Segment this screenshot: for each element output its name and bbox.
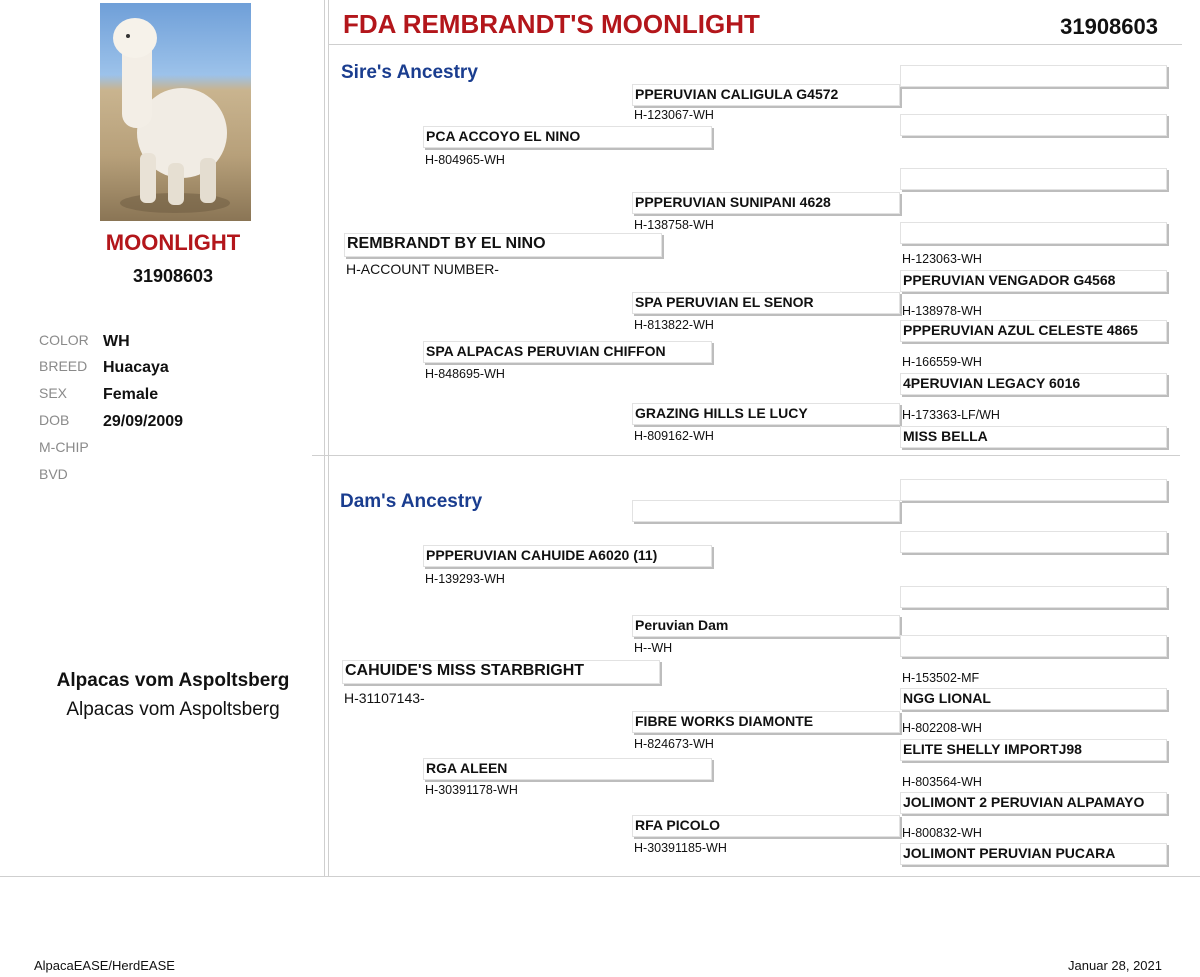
detail-label-sex: SEX xyxy=(39,385,68,401)
dam-dam-sire-name: FIBRE WORKS DIAMONTE xyxy=(635,713,814,729)
dam-sire-dam-box xyxy=(632,615,900,637)
sire-gen4-5-box xyxy=(900,270,1167,292)
footer-software: AlpacaEASE/HerdEASE xyxy=(34,958,175,973)
dam-sire-dam-name: Peruvian Dam xyxy=(635,617,729,633)
sire-gen4-6-box xyxy=(900,320,1167,342)
registration-number: 31908603 xyxy=(1060,14,1158,39)
sire-gen4-6-registration: H-138978-WH xyxy=(902,304,982,318)
dam-dam-sire-box xyxy=(632,711,900,733)
sire-gen4-5-registration: H-123063-WH xyxy=(902,252,982,266)
dam-gen4-6-name: ELITE SHELLY IMPORTJ98 xyxy=(903,741,1082,757)
owner-name: Alpacas vom Aspoltsberg xyxy=(56,670,290,691)
sire-registration: H-ACCOUNT NUMBER- xyxy=(346,261,499,277)
detail-value-breed: Huacaya xyxy=(103,359,169,376)
footer-date: Januar 28, 2021 xyxy=(1068,958,1162,973)
dam-gen4-3-box xyxy=(900,586,1167,608)
sire-dam-sire-box xyxy=(632,292,900,314)
detail-label-color: COLOR xyxy=(39,332,89,348)
dam-sire-dam-registration: H--WH xyxy=(634,641,673,655)
dam-gen4-4-box xyxy=(900,635,1167,657)
divider-vertical xyxy=(328,0,329,877)
dam-gen4-8-box xyxy=(900,843,1167,865)
dam-sire-box xyxy=(423,545,712,567)
sire-gen4-8-box xyxy=(900,426,1167,448)
sire-sire-name: PCA ACCOYO EL NINO xyxy=(426,128,581,144)
detail-value-sex: Female xyxy=(103,386,159,403)
dam-sire-sire-box xyxy=(632,500,900,522)
sire-gen4-6-name: PPPERUVIAN AZUL CELESTE 4865 xyxy=(903,322,1138,338)
divider-header xyxy=(328,44,1182,45)
dam-gen4-7-registration: H-803564-WH xyxy=(902,775,982,789)
alpaca-photo xyxy=(100,3,251,221)
dam-dam-name: RGA ALEEN xyxy=(426,760,508,776)
dam-gen4-7-name: JOLIMONT 2 PERUVIAN ALPAMAYO xyxy=(903,794,1145,810)
sire-gen4-5-name: PPERUVIAN VENGADOR G4568 xyxy=(903,272,1116,288)
dam-box xyxy=(342,660,660,684)
dam-gen4-6-box xyxy=(900,739,1167,761)
sire-gen4-3-box xyxy=(900,168,1167,190)
sire-name: REMBRANDT BY EL NINO xyxy=(347,235,546,252)
sire-ancestry-heading: Sire's Ancestry xyxy=(341,62,478,83)
detail-label-dob: DOB xyxy=(39,412,70,428)
detail-label-mchip: M-CHIP xyxy=(39,439,89,455)
dam-sire-registration: H-139293-WH xyxy=(425,572,505,586)
animal-number: 31908603 xyxy=(132,266,214,286)
sire-sire-dam-box xyxy=(632,192,900,214)
dam-name: CAHUIDE'S MISS STARBRIGHT xyxy=(345,662,585,679)
owner-farm: Alpacas vom Aspoltsberg xyxy=(66,699,280,720)
dam-dam-dam-box xyxy=(632,815,900,837)
divider-sire-dam xyxy=(312,455,1180,456)
sire-sire-registration: H-804965-WH xyxy=(425,153,505,167)
dam-gen4-5-name: NGG LIONAL xyxy=(903,690,991,706)
page-title: FDA REMBRANDT'S MOONLIGHT xyxy=(343,9,760,39)
animal-name: MOONLIGHT xyxy=(105,230,241,255)
sire-gen4-7-name: 4PERUVIAN LEGACY 6016 xyxy=(903,375,1081,391)
sire-gen4-4-box xyxy=(900,222,1167,244)
sire-dam-dam-box xyxy=(632,403,900,425)
detail-value-color: WH xyxy=(103,333,130,350)
sire-dam-dam-name: GRAZING HILLS LE LUCY xyxy=(635,405,808,421)
divider-bottom xyxy=(0,876,1200,877)
dam-gen4-5-box xyxy=(900,688,1167,710)
sire-sire-dam-name: PPPERUVIAN SUNIPANI 4628 xyxy=(635,194,831,210)
detail-label-breed: BREED xyxy=(39,358,88,374)
sire-gen4-7-registration: H-166559-WH xyxy=(902,355,982,369)
dam-gen4-8-name: JOLIMONT PERUVIAN PUCARA xyxy=(903,845,1116,861)
sire-gen4-8-name: MISS BELLA xyxy=(903,428,988,444)
sire-gen4-1-box xyxy=(900,65,1167,87)
dam-sire-name: PPPERUVIAN CAHUIDE A6020 (11) xyxy=(426,547,658,563)
sire-sire-dam-registration: H-138758-WH xyxy=(634,218,714,232)
dam-dam-registration: H-30391178-WH xyxy=(425,783,518,797)
dam-dam-dam-registration: H-30391185-WH xyxy=(634,841,727,855)
divider-vertical xyxy=(324,0,325,877)
dam-gen4-7-box xyxy=(900,792,1167,814)
sire-dam-box xyxy=(423,341,712,363)
sire-sire-sire-name: PPERUVIAN CALIGULA G4572 xyxy=(635,86,839,102)
dam-dam-dam-name: RFA PICOLO xyxy=(635,817,721,833)
dam-dam-box xyxy=(423,758,712,780)
sire-dam-registration: H-848695-WH xyxy=(425,367,505,381)
dam-dam-sire-registration: H-824673-WH xyxy=(634,737,714,751)
sire-gen4-8-registration: H-173363-LF/WH xyxy=(902,408,1000,422)
sire-dam-sire-registration: H-813822-WH xyxy=(634,318,714,332)
sire-sire-sire-registration: H-123067-WH xyxy=(634,108,714,122)
dam-gen4-6-registration: H-802208-WH xyxy=(902,721,982,735)
dam-gen4-5-registration: H-153502-MF xyxy=(902,671,980,685)
sire-dam-name: SPA ALPACAS PERUVIAN CHIFFON xyxy=(426,343,666,359)
sire-dam-sire-name: SPA PERUVIAN EL SENOR xyxy=(635,294,814,310)
detail-value-dob: 29/09/2009 xyxy=(103,413,184,430)
sire-dam-dam-registration: H-809162-WH xyxy=(634,429,714,443)
dam-gen4-2-box xyxy=(900,531,1167,553)
sire-gen4-7-box xyxy=(900,373,1167,395)
sire-sire-box xyxy=(423,126,712,148)
detail-label-bvd: BVD xyxy=(39,466,68,482)
dam-gen4-1-box xyxy=(900,479,1167,501)
dam-ancestry-heading: Dam's Ancestry xyxy=(340,491,483,512)
sire-box xyxy=(344,233,662,257)
dam-registration: H-31107143- xyxy=(344,690,425,706)
sire-gen4-2-box xyxy=(900,114,1167,136)
sire-sire-sire-box xyxy=(632,84,900,106)
dam-gen4-8-registration: H-800832-WH xyxy=(902,826,982,840)
